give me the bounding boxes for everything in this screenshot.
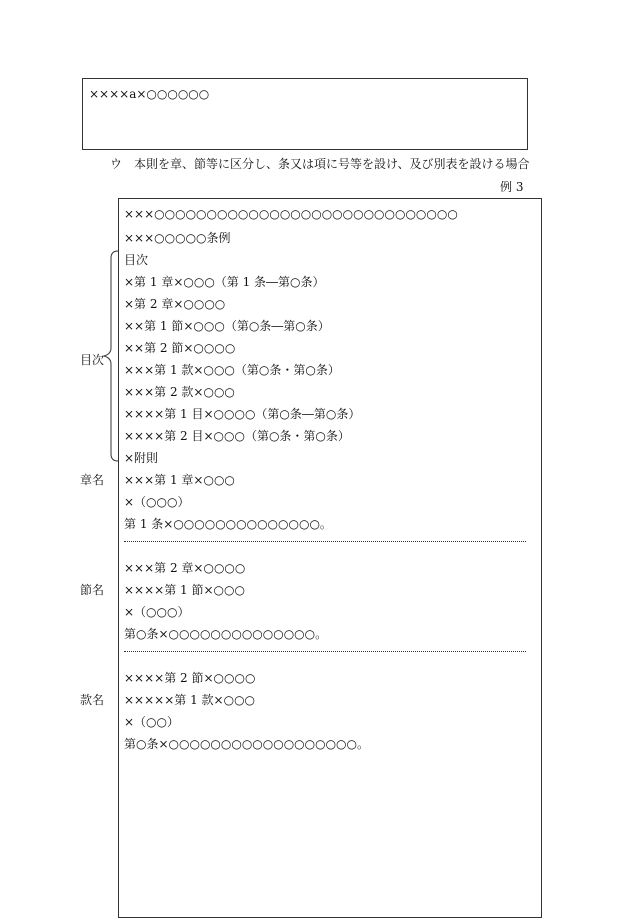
side-label-toc: 目次 bbox=[80, 353, 105, 367]
article-1-line: 第 1 条×○○○○○○○○○○○○○○。 bbox=[124, 517, 332, 531]
article-caption-line: ×（○○○） bbox=[124, 495, 190, 509]
side-label-chapter: 章名 bbox=[80, 473, 105, 487]
article-caption-line: ×（○○○） bbox=[124, 605, 190, 619]
dotted-separator bbox=[124, 651, 526, 652]
toc-subsection-1-line: ×××第 1 款×○○○（第○条・第○条） bbox=[124, 363, 340, 377]
toc-item-1-line: ××××第 1 目×○○○○（第○条―第○条） bbox=[124, 407, 361, 421]
ordinance-number-line: ×××○○○○○○○○○○○○○○○○○○○○○○○○○○○○○ bbox=[124, 207, 458, 221]
side-label-subsection: 款名 bbox=[80, 693, 105, 707]
ordinance-title-line: ×××○○○○○条例 bbox=[124, 231, 231, 245]
toc-section-2-line: ××第 2 節×○○○○ bbox=[124, 341, 236, 355]
toc-brace bbox=[100, 250, 120, 462]
example-label: 例 3 bbox=[500, 180, 524, 194]
chapter-2-heading-line: ×××第 2 章×○○○○ bbox=[124, 561, 246, 575]
section-1-heading-line: ××××第 1 節×○○○ bbox=[124, 583, 245, 597]
subsection-1-heading-line: ×××××第 1 款×○○○ bbox=[124, 693, 256, 707]
toc-chapter-1-line: ×第 1 章×○○○（第 1 条―第○条） bbox=[124, 275, 325, 289]
dotted-separator bbox=[124, 541, 526, 542]
toc-section-1-line: ××第 1 節×○○○（第○条―第○条） bbox=[124, 319, 330, 333]
toc-subsection-2-line: ×××第 2 款×○○○ bbox=[124, 385, 235, 399]
toc-chapter-2-line: ×第 2 章×○○○○ bbox=[124, 297, 226, 311]
section-caption: ウ 本則を章、節等に区分し、条又は項に号等を設け、及び別表を設ける場合 bbox=[110, 157, 530, 171]
article-line: 第○条×○○○○○○○○○○○○○○。 bbox=[124, 627, 328, 641]
toc-heading-line: 目次 bbox=[124, 253, 149, 267]
section-2-heading-line: ××××第 2 節×○○○○ bbox=[124, 671, 256, 685]
side-label-section: 節名 bbox=[80, 583, 105, 597]
article-caption-line: ×（○○） bbox=[124, 715, 179, 729]
top-box-text: ××××a×○○○○○○ bbox=[89, 87, 210, 101]
toc-supplementary-line: ×附則 bbox=[124, 451, 159, 465]
chapter-1-heading-line: ×××第 1 章×○○○ bbox=[124, 473, 235, 487]
top-example-box bbox=[82, 78, 528, 150]
article-line: 第○条×○○○○○○○○○○○○○○○○○○。 bbox=[124, 737, 369, 751]
toc-item-2-line: ××××第 2 目×○○○（第○条・第○条） bbox=[124, 429, 350, 443]
